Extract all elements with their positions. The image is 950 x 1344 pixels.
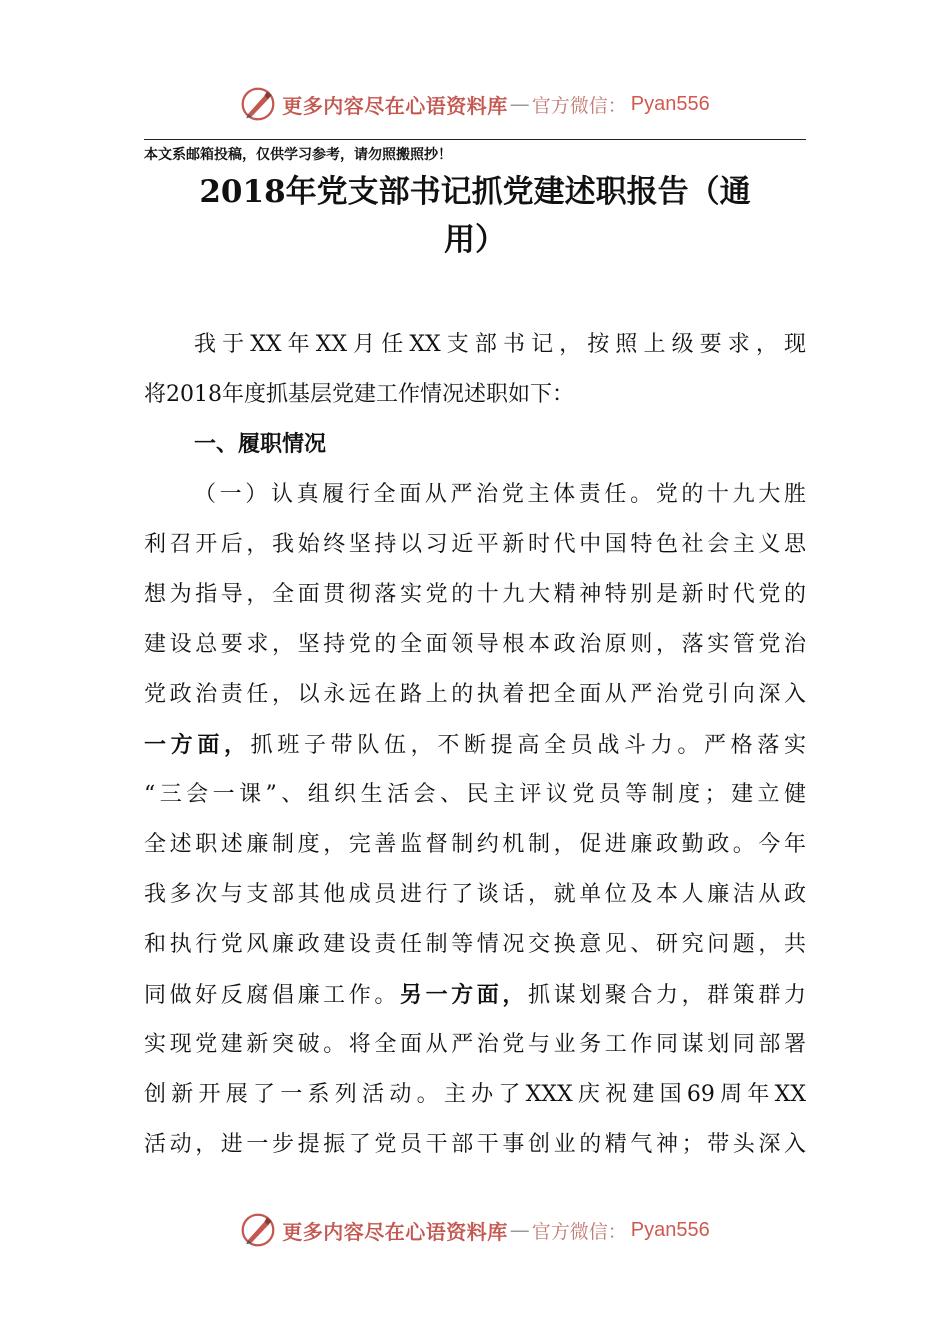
watermark-separator: —	[509, 92, 530, 116]
body-line	[144, 970, 806, 1020]
body-line: 我于XX年XX月任XX支部书记，按照上级要求，现	[194, 332, 806, 357]
body-line-text: 抓谋划聚合力，群策群力	[527, 983, 806, 1008]
title-line-2: 用）	[444, 222, 506, 258]
watermark-wechat-id: Pyan556	[630, 1218, 710, 1241]
watermark-separator: —	[509, 1218, 530, 1242]
emphasis-first-aspect: 一方面，	[144, 732, 251, 758]
body-line-text: 同做好反腐倡廉工作。	[144, 983, 400, 1008]
body-line: “三会一课”、组织生活会、民主评议党员等制度；建立健	[144, 782, 806, 807]
body-line: 创新开展了一系列活动。主办了XXX庆祝建国69周年XX	[144, 1082, 806, 1107]
pen-logo-icon	[240, 1212, 276, 1248]
body-line: 建设总要求，坚持党的全面领导根本政治原则，落实管党治	[144, 632, 806, 657]
body-line: 和执行党风廉政建设责任制等情况交换意见、研究问题，共	[144, 932, 806, 957]
document-title	[144, 168, 806, 264]
body-line: 活动，进一步提振了党员干部干事创业的精气神；带头深入	[144, 1132, 806, 1157]
watermark-main-text: 更多内容尽在心语资料库	[282, 93, 508, 118]
watermark-wechat-label: 官方微信：	[531, 1220, 627, 1243]
watermark-header	[0, 84, 950, 124]
body-line: 实现党建新突破。将全面从严治党与业务工作同谋划同部署	[144, 1032, 806, 1057]
body-line: （一）认真履行全面从严治党主体责任。党的十九大胜	[194, 482, 806, 507]
watermark-wechat-id: Pyan556	[630, 92, 710, 115]
header-divider	[144, 139, 806, 140]
watermark-footer	[0, 1210, 950, 1250]
watermark-main-text: 更多内容尽在心语资料库	[282, 1219, 508, 1244]
body-line: 利召开后，我始终坚持以习近平新时代中国特色社会主义思	[144, 532, 806, 557]
body-line: 将2018年度抓基层党建工作情况述职如下：	[144, 382, 574, 407]
body-line: 全述职述廉制度，完善监督制约机制，促进廉政勤政。今年	[144, 832, 806, 857]
body-line: 想为指导，全面贯彻落实党的十九大精神特别是新时代党的	[144, 582, 806, 607]
pen-logo-icon	[240, 86, 276, 122]
body-line	[144, 720, 806, 770]
emphasis-other-aspect: 另一方面，	[399, 982, 528, 1008]
submission-notice: 本文系邮箱投稿，仅供学习参考，请勿照搬照抄！	[144, 147, 452, 163]
body-line: 党政治责任，以永远在路上的执着把全面从严治党引向深入	[144, 682, 806, 707]
section-heading: 一、履职情况	[194, 432, 327, 457]
body-line: 我多次与支部其他成员进行了谈话，就单位及本人廉洁从政	[144, 882, 806, 907]
watermark-wechat-label: 官方微信：	[531, 94, 627, 117]
title-line-1: 2018年党支部书记抓党建述职报告（通	[199, 174, 751, 210]
body-line-text: 抓班子带队伍，不断提高全员战斗力。严格落实	[250, 733, 806, 758]
